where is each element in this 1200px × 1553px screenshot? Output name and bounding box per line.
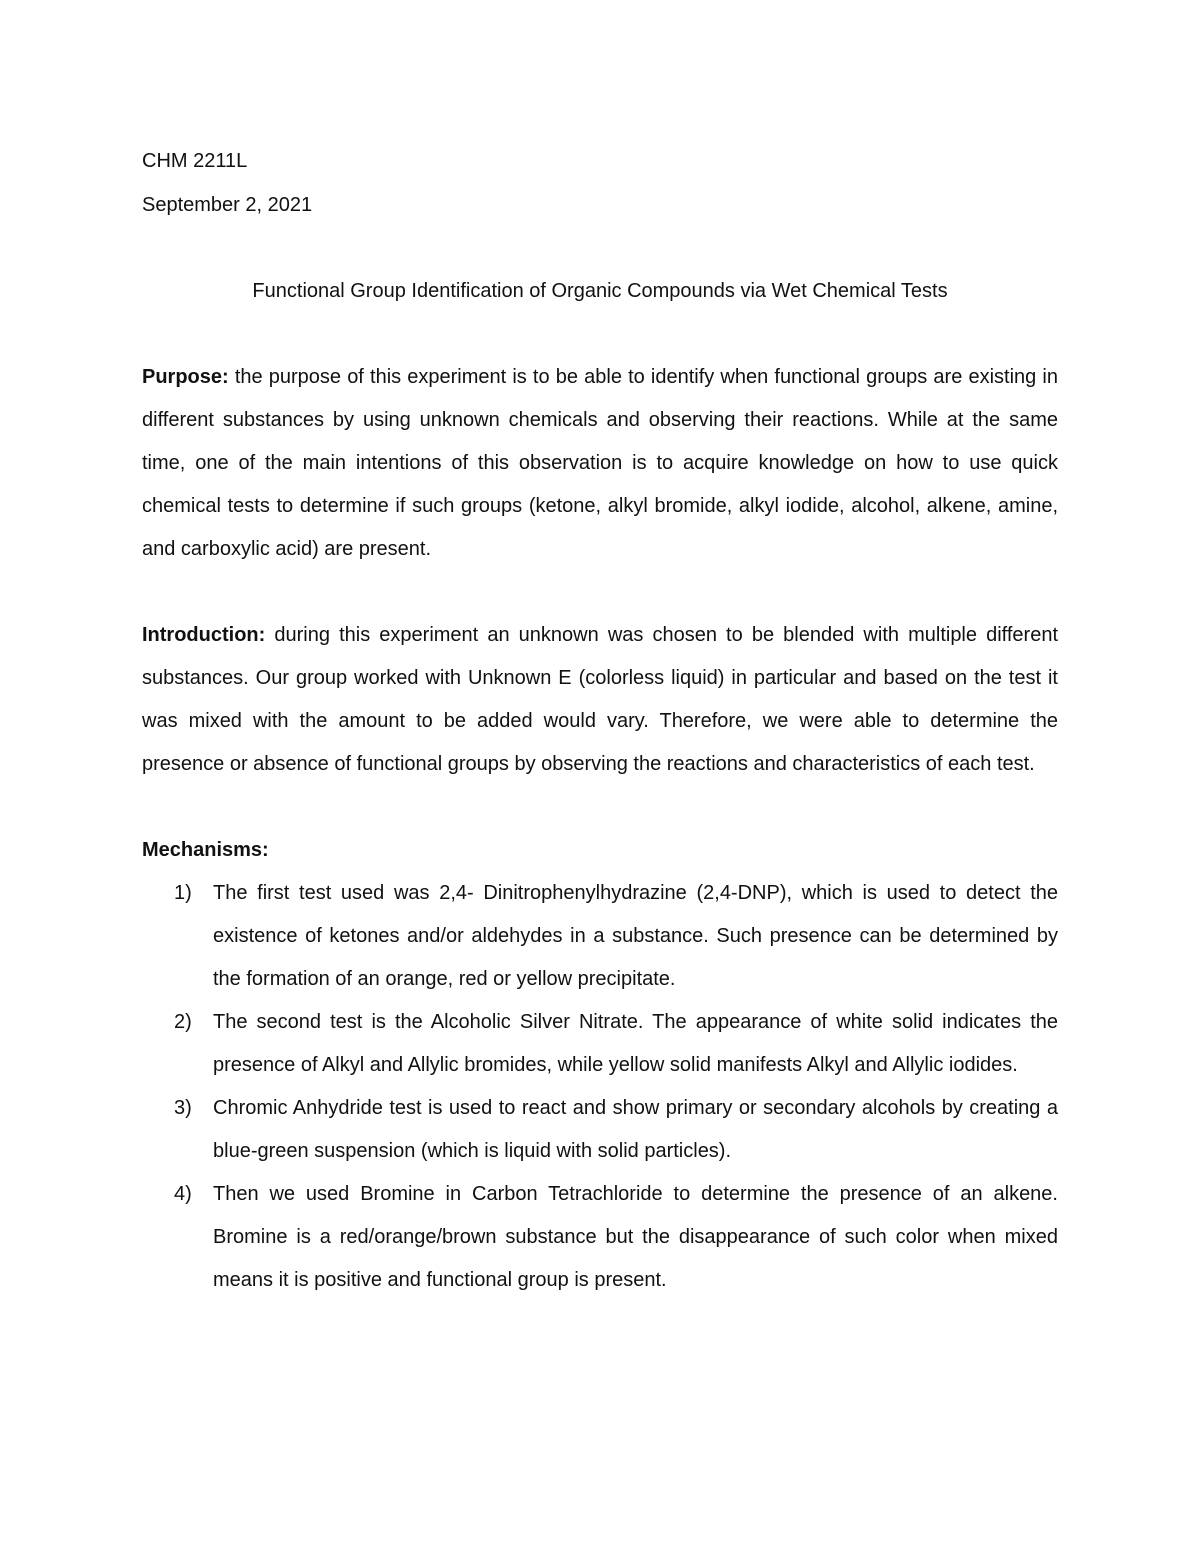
mechanism-text: Then we used Bromine in Carbon Tetrachloride to determine the presence of an alkene. Bromine is a red/orange/brown substance but the disappearance of such color when mixed means it is positive and functional group is present. bbox=[213, 1183, 1058, 1291]
mechanism-item-1 bbox=[142, 872, 1058, 1001]
document-body bbox=[142, 140, 1058, 1302]
mechanisms-list bbox=[142, 872, 1058, 1302]
introduction-label: Introduction: bbox=[142, 624, 266, 646]
document-title: Functional Group Identification of Organic Compounds via Wet Chemical Tests bbox=[252, 280, 948, 302]
mechanism-number: 3) bbox=[174, 1097, 192, 1119]
mechanisms-heading: Mechanisms: bbox=[142, 839, 269, 861]
mechanism-item-3 bbox=[142, 1087, 1058, 1173]
introduction-paragraph bbox=[142, 614, 1058, 786]
mechanism-text: Chromic Anhydride test is used to react and show primary or secondary alcohols by creating a blue-green suspension (which is liquid with solid particles). bbox=[213, 1097, 1058, 1162]
mechanism-text: The first test used was 2,4- Dinitrophenylhydrazine (2,4-DNP), which is used to detect the existence of ketones and/or aldehydes in a substance. Such presence can be determined by the formation of an orange, red or yellow precipitate. bbox=[213, 882, 1058, 990]
mechanism-item-4 bbox=[142, 1173, 1058, 1302]
purpose-paragraph bbox=[142, 356, 1058, 571]
mechanism-number: 2) bbox=[174, 1011, 192, 1033]
mechanism-number: 4) bbox=[174, 1183, 192, 1205]
document-date: September 2, 2021 bbox=[142, 194, 313, 216]
course-code: CHM 2211L bbox=[142, 150, 248, 172]
mechanism-number: 1) bbox=[174, 882, 192, 904]
purpose-label: Purpose: bbox=[142, 366, 229, 388]
mechanism-item-2 bbox=[142, 1001, 1058, 1087]
mechanism-text: The second test is the Alcoholic Silver Nitrate. The appearance of white solid indicates the presence of Alkyl and Allylic bromides, while yellow solid manifests Alkyl and Allylic iodides. bbox=[213, 1011, 1058, 1076]
introduction-text: during this experiment an unknown was chosen to be blended with multiple different substances. Our group worked with Unknown E (colorless liquid) in particular and based on the test it was mixed with the amount to be added would vary. Therefore, we were able to determine the presence or absence of functional groups by observing the reactions and characteristics of each test. bbox=[142, 624, 1058, 775]
purpose-text: the purpose of this experiment is to be able to identify when functional groups are existing in different substances by using unknown chemicals and observing their reactions. While at the same time, one of the main intentions of this observation is to acquire knowledge on how to use quick chemical tests to determine if such groups (ketone, alkyl bromide, alkyl iodide, alcohol, alkene, amine, and carboxylic acid) are present. bbox=[142, 366, 1058, 560]
